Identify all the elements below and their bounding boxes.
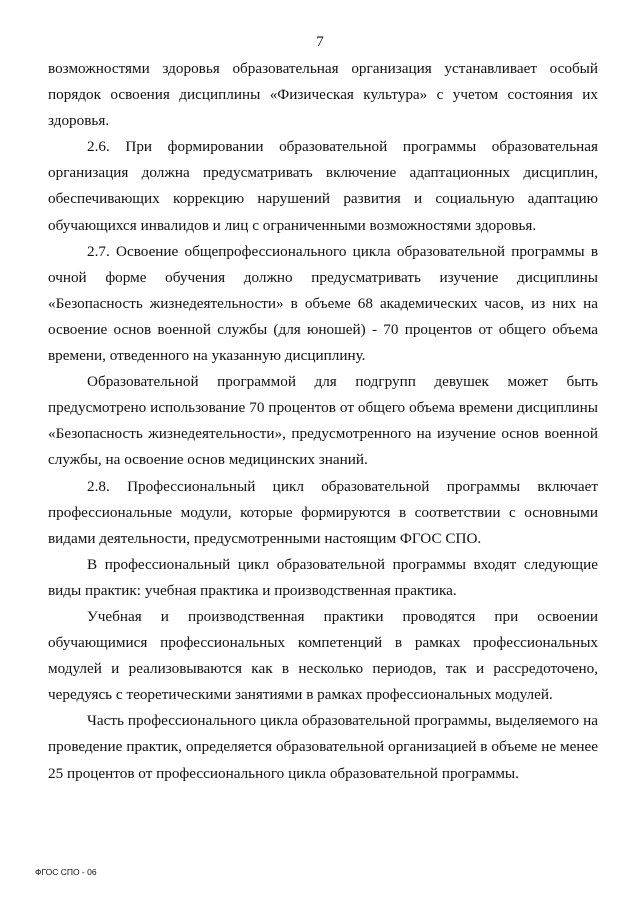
page-number: 7 (316, 34, 324, 50)
body-text (48, 56, 598, 787)
footer-code: ФГОС СПО - 06 (35, 867, 97, 877)
paragraph-practice-types: В профессиональный цикл образовательной программы входят следующие виды практик: учебная практика и производственная практика. (48, 555, 598, 599)
paragraph-2-7: 2.7. Освоение общепрофессионального цикла образовательной программы в очной форме обучения должно предусматривать изучение дисциплины «Безопасность жизнедеятельности» в объеме 68 академических часов, из них на освоение основ военной службы (для юношей) - 70 процентов от общего объема времени, отведенного на указанную дисциплину. (48, 242, 598, 365)
paragraph-2-8: 2.8. Профессиональный цикл образовательной программы включает профессиональные модули, которые формируются в соответствии с основными видами деятельности, предусмотренными настоящим ФГОС СПО. (48, 477, 598, 547)
paragraph-continuation: возможностями здоровья образовательная организация устанавливает особый порядок освоения дисциплины «Физическая культура» с учетом состояния их здоровья. (48, 60, 598, 130)
paragraph-girls-subgroups: Образовательной программой для подгрупп девушек может быть предусмотрено использование 70 процентов от общего объема времени дисциплины «Безопасность жизнедеятельности», предусмотренного на изучение основ военной службы, на освоение основ медицинских знаний. (48, 373, 598, 469)
paragraph-practice-share: Часть профессионального цикла образовательной программы, выделяемого на проведение практик, определяется образовательной организацией в объеме не менее 25 процентов от профессионального цикла образовательной программы. (48, 712, 598, 782)
paragraph-practice-conduct: Учебная и производственная практики проводятся при освоении обучающимися профессиональных компетенций в рамках профессиональных модулей и реализовываются как в несколько периодов, так и рассредоточено, чередуясь с теоретическими занятиями в рамках профессиональных модулей. (48, 607, 598, 704)
paragraph-2-6: 2.6. При формировании образовательной программы образовательная организация должна предусматривать включение адаптационных дисциплин, обеспечивающих коррекцию нарушений развития и социальную адаптацию обучающихся инвалидов и лиц с ограниченными возможностями здоровья. (48, 138, 598, 234)
